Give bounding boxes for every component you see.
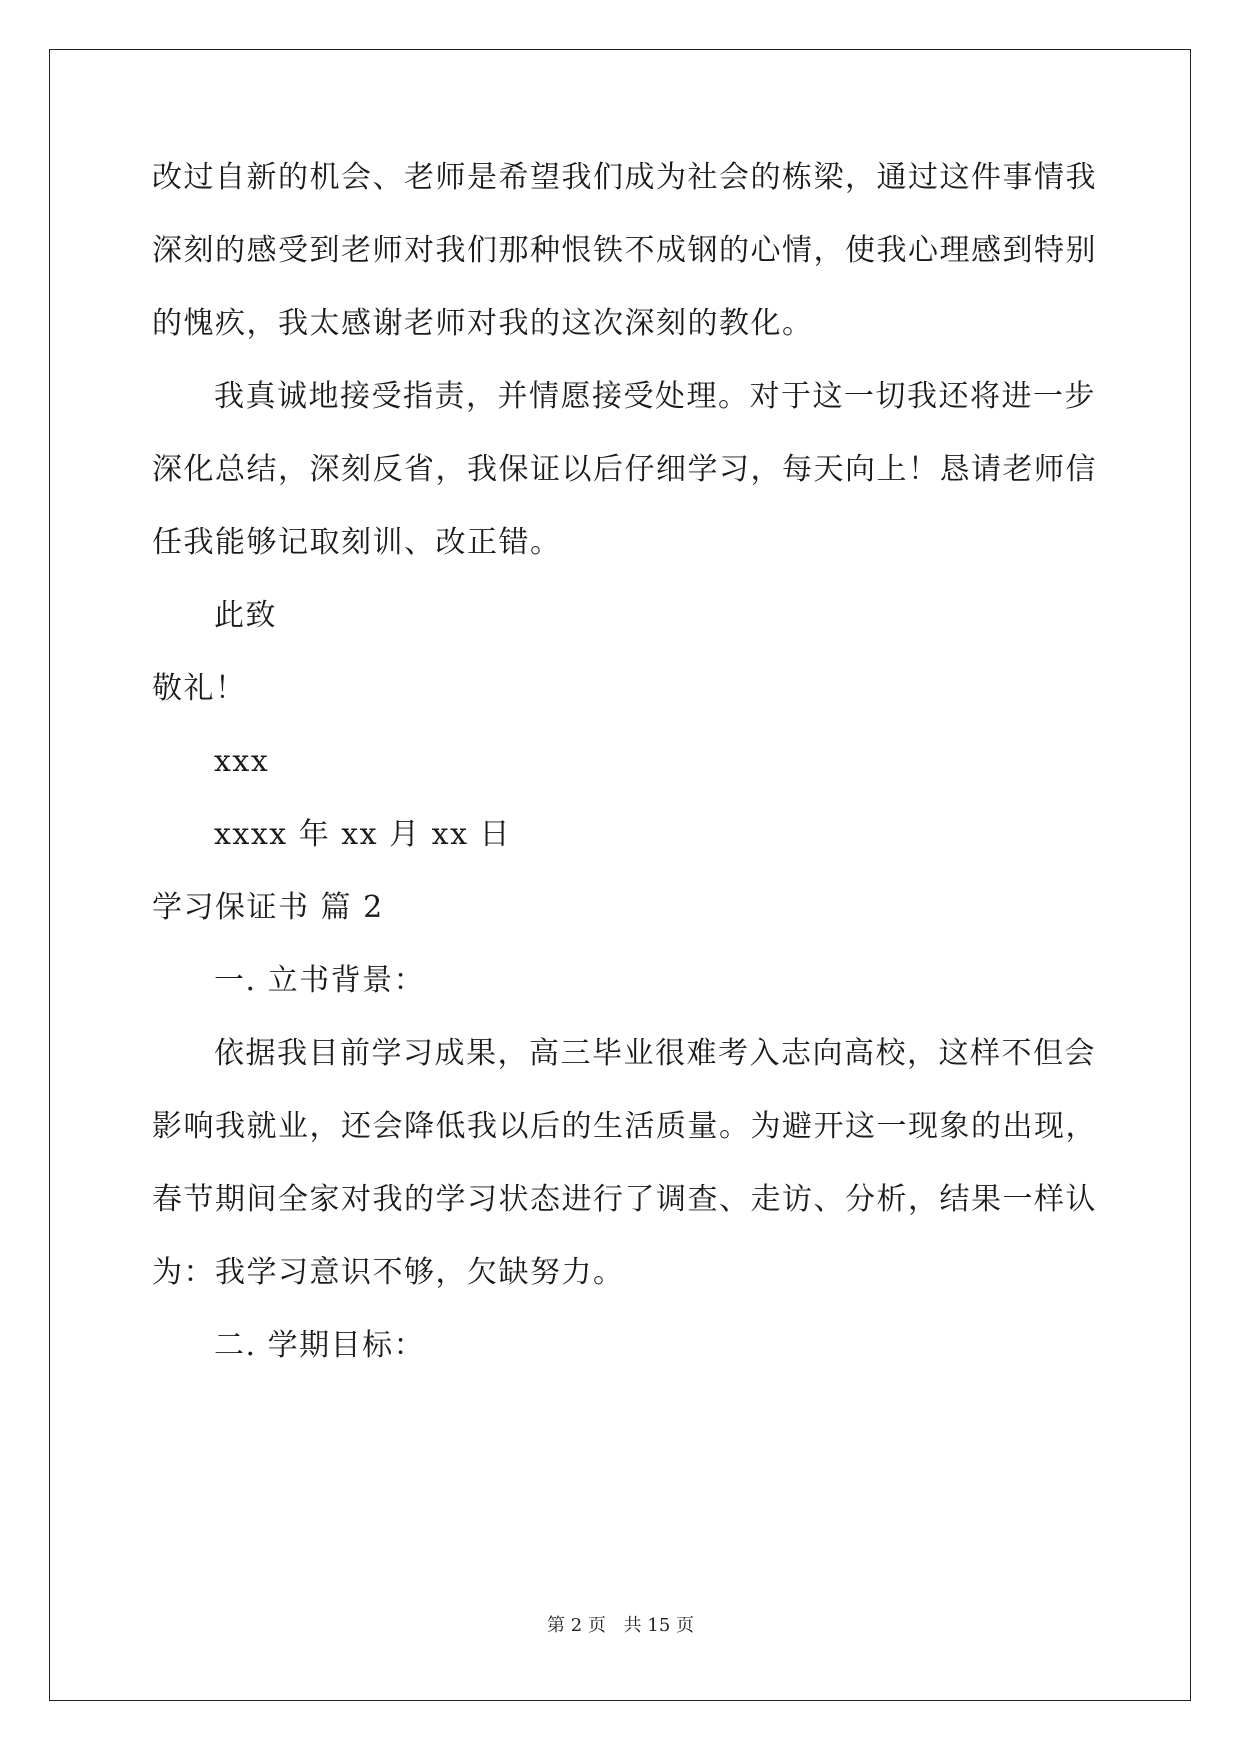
section-heading: 一. 立书背景： — [214, 963, 426, 998]
paragraph-line: 深化总结，深刻反省，我保证以后仔细学习，每天向上！恳请老师信 — [152, 452, 1097, 487]
paragraph-line: 依据我目前学习成果，高三毕业很难考入志向高校，这样不但会 — [214, 1036, 1096, 1071]
signature-date: xxxx 年 xx 月 xx 日 — [214, 817, 512, 852]
page-total: 共 15 页 — [623, 1615, 694, 1636]
signature-name: xxx — [214, 744, 270, 779]
paragraph-line: 改过自新的机会、老师是希望我们成为社会的栋梁，通过这件事情我 — [152, 160, 1097, 195]
page-frame — [49, 49, 1191, 1701]
closing-salutation: 此致 — [214, 598, 277, 633]
paragraph-line: 影响我就业，还会降低我以后的生活质量。为避开这一现象的出现， — [152, 1109, 1097, 1144]
section-heading: 二. 学期目标： — [214, 1328, 426, 1363]
paragraph-line: 的愧疚，我太感谢老师对我的这次深刻的教化。 — [152, 306, 814, 341]
section-title: 学习保证书 篇 2 — [152, 890, 384, 925]
paragraph-line: 深刻的感受到老师对我们那种恨铁不成钢的心情，使我心理感到特别 — [152, 233, 1097, 268]
page-number: 第 2 页 — [547, 1615, 606, 1636]
page-footer — [0, 1614, 1241, 1638]
closing-regards: 敬礼！ — [152, 671, 247, 706]
paragraph-line: 春节期间全家对我的学习状态进行了调查、走访、分析，结果一样认 — [152, 1182, 1097, 1217]
paragraph-line: 为：我学习意识不够，欠缺努力。 — [152, 1255, 625, 1290]
paragraph-line: 任我能够记取刻训、改正错。 — [152, 525, 562, 560]
paragraph-line: 我真诚地接受指责，并情愿接受处理。对于这一切我还将进一步 — [214, 379, 1096, 414]
